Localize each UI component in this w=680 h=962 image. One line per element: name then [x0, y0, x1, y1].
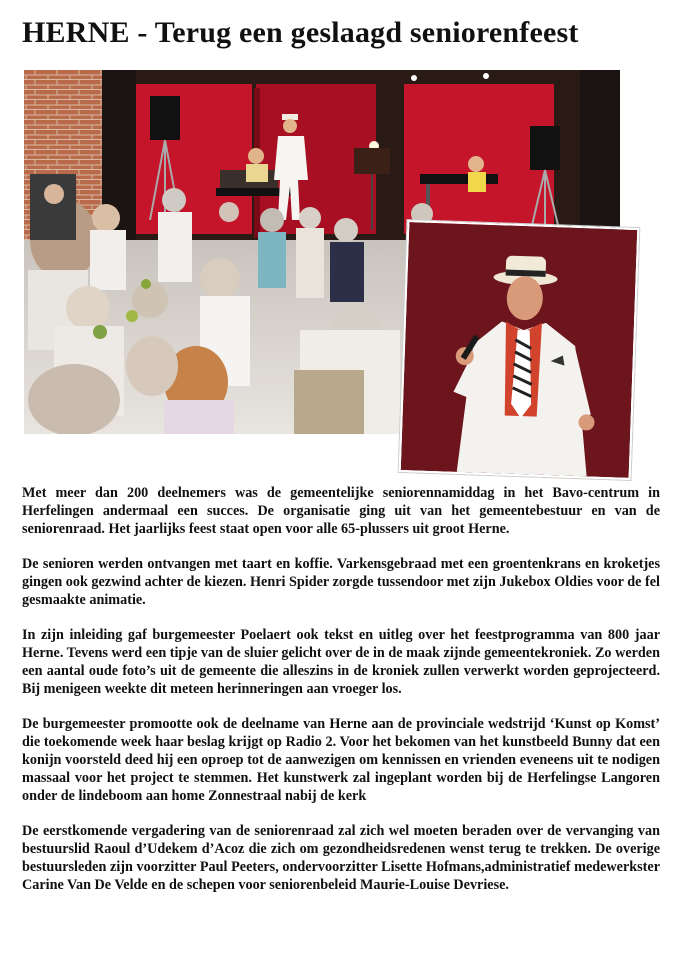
- article-paragraph: De eerstkomende vergadering van de seniorenraad zal zich wel moeten beraden over de vervanging van bestuurslid Raoul d’Udekem d’Acoz die zich om gezondheidsredenen wenst terug te trekken. De overige bestuursleden zijn voorzitter Paul Peeters, ondervoorzitter Lisette Hofmans,administratief medewerkster Carine Van De Velde en de schepen voor seniorenbeleid Maurie-Louise Devriese.: [22, 823, 660, 893]
- singer-photo: [399, 220, 640, 480]
- article-paragraph: De burgemeester promootte ook de deelname van Herne aan de provinciale wedstrijd ‘Kunst op Komst’ die toekomende week haar beslag krijgt op Radio 2. Voor het bekomen van het kunstbeeld Bunny dat een konijn voorsteld deed hij een oproep tot de aanwezigen om kennissen en vrienden eveneens uit te nodigen massaal voor het project te stemmen. Het kunstwerk zal ingeplant worden bij de Herfelingse Langoren onder de lindeboom aan home Zonnestraal nabij de kerk: [22, 716, 660, 804]
- article-paragraph: De senioren werden ontvangen met taart en koffie. Varkensgebraad met een groentenkrans en kroketjes gingen ook gezwind achter de kiezen. Henri Spider zorgde tussendoor met zijn Jukebox Oldies voor de fel gesmaakte animatie.: [22, 556, 660, 608]
- article-paragraph: In zijn inleiding gaf burgemeester Poelaert ook tekst en uitleg over het feestprogramma van 800 jaar Herne. Tevens werd een tipje van de sluier gelicht over de in de maak zijnde gemeentekroniek. Zo werden een aantal oude foto’s uit de gemeente die alleszins in de kroniek zullen verwerkt worden geprojecteerd. Bij menigeen weekte dit meteen herinneringen aan vroeger los.: [22, 627, 660, 697]
- article-paragraph: Met meer dan 200 deelnemers was de gemeentelijke seniorennamiddag in het Bavo-centrum in Herfelingen andermaal een succes. De organisatie ging uit van het gemeentebestuur en van de seniorenraad. Het jaarlijks feest staat open voor alle 65-plussers uit groot Herne.: [22, 485, 660, 537]
- page-title: HERNE - Terug een geslaagd seniorenfeest: [22, 16, 579, 49]
- article-body: [22, 484, 660, 894]
